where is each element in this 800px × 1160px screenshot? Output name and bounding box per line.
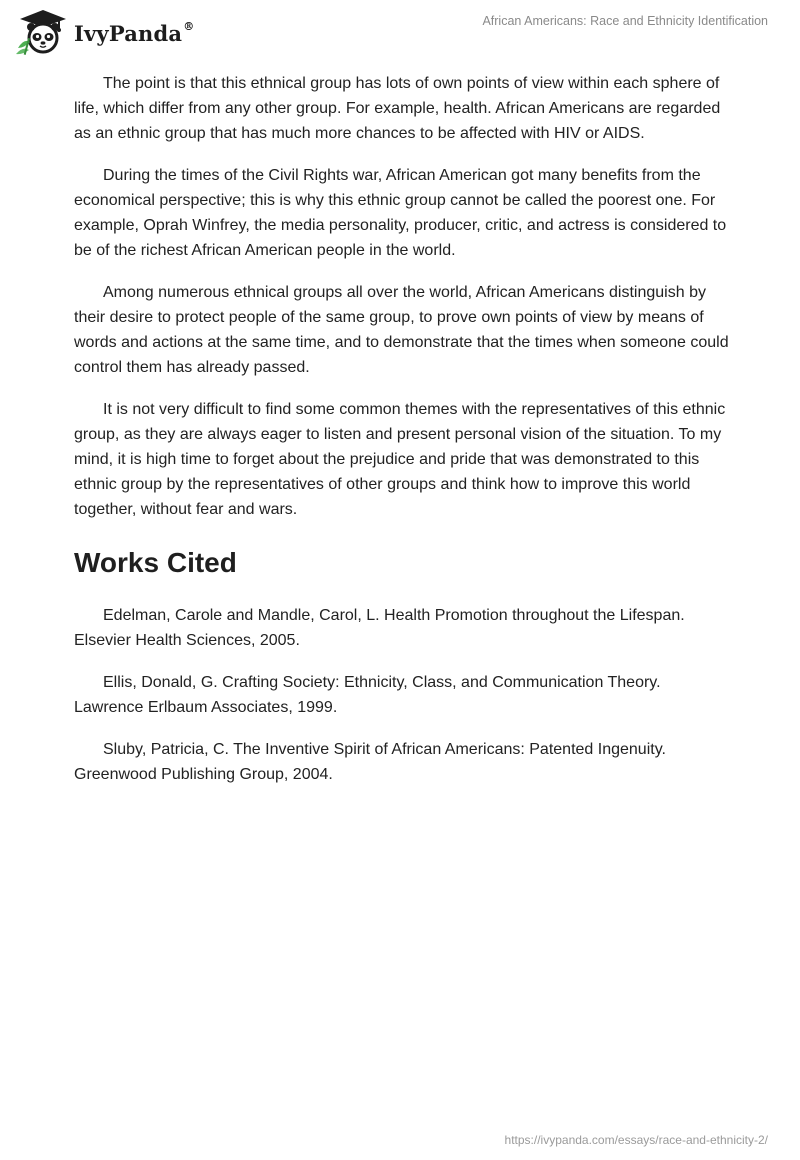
essay-content xyxy=(74,71,734,804)
body-paragraph-1: The point is that this ethnical group has lots of own points of view within each sphere of life, which differ from any other group. For example, health. African Americans are regarded as an ethnic group that has much more chances to be affected with HIV or AIDS. xyxy=(74,75,721,142)
ivypanda-logo[interactable] xyxy=(14,8,194,56)
registered-mark: ® xyxy=(183,19,195,33)
page-header xyxy=(0,0,800,60)
body-paragraph-2: During the times of the Civil Rights war, African American got many benefits from the economical perspective; this is why this ethnic group cannot be called the poorest one. For example, Oprah Winfrey, the media personality, producer, critic, and actress is considered to be of the richest African American people in the world. xyxy=(74,167,727,259)
citation-entry-2: Ellis, Donald, G. Crafting Society: Ethnicity, Class, and Communication Theory. Lawrence Erlbaum Associates, 1999. xyxy=(74,674,661,716)
works-cited-heading: Works Cited xyxy=(74,547,237,578)
brand-name-text: IvyPanda xyxy=(74,20,183,46)
source-url-link[interactable]: https://ivypanda.com/essays/race-and-ethnicity-2/ xyxy=(504,1133,768,1147)
body-paragraph-4: It is not very difficult to find some common themes with the representatives of this ethnic group, as they are always eager to listen and present personal vision of the situation. To my mind, it is high time to forget about the prejudice and pride that was demonstrated to this ethnic group by the representatives of other groups and think how to improve this world together, without fear and wars. xyxy=(74,401,726,518)
body-paragraph-3: Among numerous ethnical groups all over the world, African Americans distinguish by their desire to protect people of the same group, to prove own points of view by means of words and actions at the same time, and to demonstrate that the times when someone could control them has already passed. xyxy=(74,284,729,376)
citation-entry-3: Sluby, Patricia, C. The Inventive Spirit of African Americans: Patented Ingenuity. Greenwood Publishing Group, 2004. xyxy=(74,741,666,783)
brand-name xyxy=(74,21,194,46)
panda-graduate-icon xyxy=(14,8,72,56)
citation-entry-1: Edelman, Carole and Mandle, Carol, L. Health Promotion throughout the Lifespan. Elsevier Health Sciences, 2005. xyxy=(74,607,685,649)
document-title: African Americans: Race and Ethnicity Identification xyxy=(482,14,768,28)
